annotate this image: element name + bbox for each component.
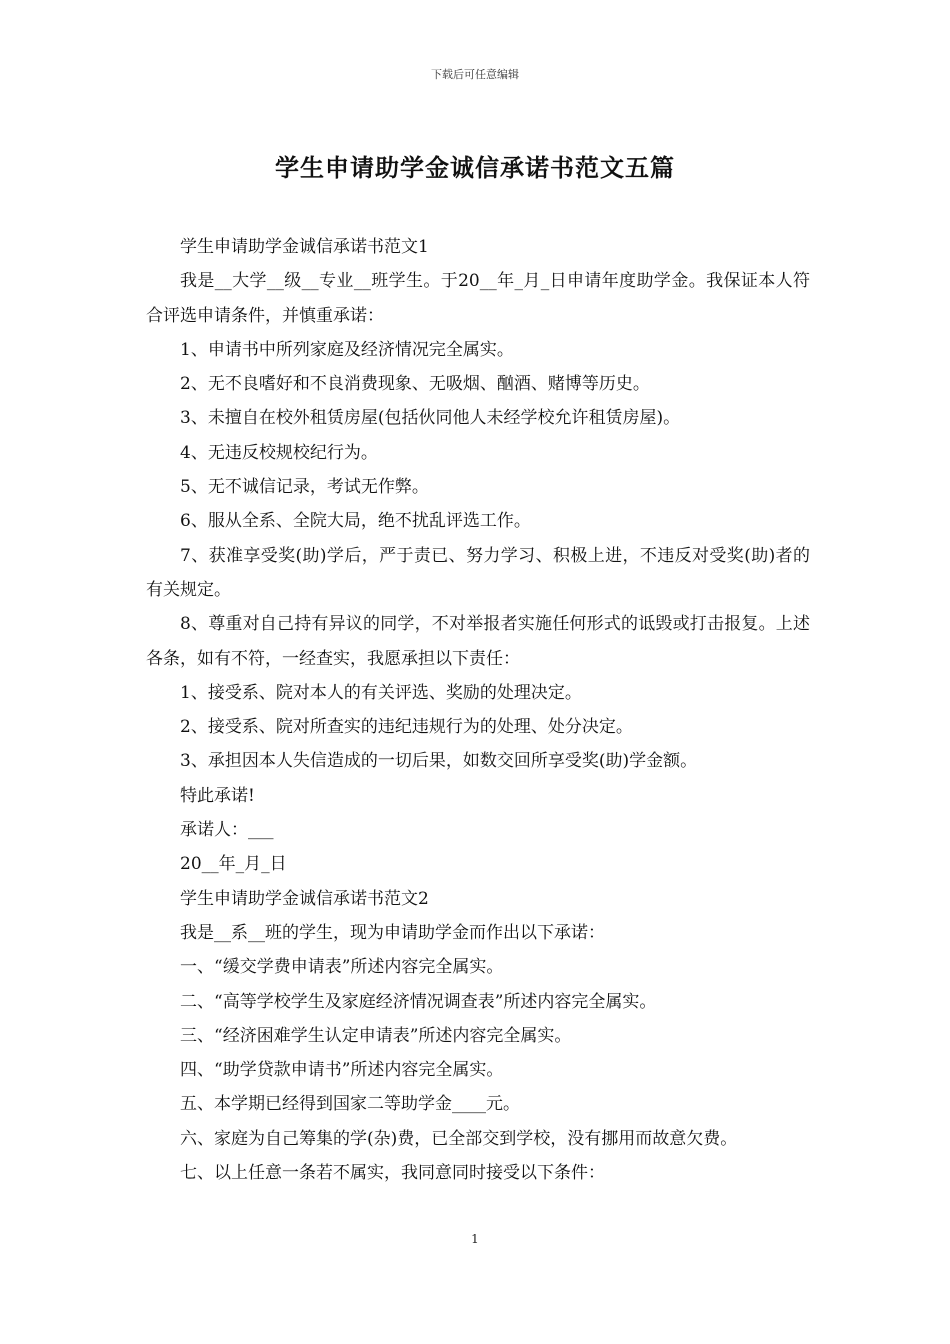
- pledge-item: 3、未擅自在校外租赁房屋(包括伙同他人未经学校允许租赁房屋)。: [180, 408, 681, 429]
- intro-paragraph-1: 我是__大学__级__专业__班学生。于20__年_月_日申请年度助学金。我保证本人符合评选申请条件，并慎重承诺：: [146, 271, 810, 326]
- pledge-item: 1、申请书中所列家庭及经济情况完全属实。: [180, 339, 514, 360]
- pledge-item: 三、“经济困难学生认定申请表”所述内容完全属实。: [180, 1025, 572, 1046]
- pledge-item: 五、本学期已经得到国家二等助学金____元。: [180, 1094, 520, 1115]
- responsibility-item: 1、接受系、院对本人的有关评选、奖励的处理决定。: [180, 682, 582, 703]
- pledge-item: 一、“缓交学费申请表”所述内容完全属实。: [180, 957, 504, 978]
- pledge-item: 四、“助学贷款申请书”所述内容完全属实。: [180, 1060, 504, 1081]
- pledge-item: 六、家庭为自己筹集的学(杂)费，已全部交到学校，没有挪用而故意欠费。: [180, 1128, 738, 1149]
- page-number: 1: [471, 1232, 479, 1246]
- pledge-item: 七、以上任意一条若不属实，我同意同时接受以下条件：: [180, 1163, 605, 1184]
- closing-statement: 特此承诺!: [180, 785, 255, 806]
- pledge-item: 4、无违反校规校纪行为。: [180, 442, 378, 463]
- intro-paragraph-2: 我是__系__班的学生，现为申请助学金而作出以下承诺：: [180, 922, 605, 943]
- pledge-item: 8、尊重对自己持有异议的同学，不对举报者实施任何形式的诋毁或打击报复。上述各条，如有不符，一经查实，我愿承担以下责任：: [146, 614, 810, 669]
- pledge-item: 5、无不诚信记录，考试无作弊。: [180, 477, 429, 498]
- header-note: 下载后可任意编辑: [431, 68, 519, 81]
- section-heading-2: 学生申请助学金诚信承诺书范文2: [180, 888, 429, 909]
- section-heading-1: 学生申请助学金诚信承诺书范文1: [180, 237, 429, 257]
- document-body: [146, 230, 810, 1190]
- date-line: 20__年_月_日: [180, 854, 287, 875]
- pledge-item: 2、无不良嗜好和不良消费现象、无吸烟、酗酒、赌博等历史。: [180, 374, 650, 395]
- pledge-item: 二、“高等学校学生及家庭经济情况调查表”所述内容完全属实。: [180, 991, 657, 1012]
- pledge-item: 6、服从全系、全院大局，绝不扰乱评选工作。: [180, 511, 531, 532]
- responsibility-item: 2、接受系、院对所查实的违纪违规行为的处理、处分决定。: [180, 717, 633, 738]
- responsibility-item: 3、承担因本人失信造成的一切后果，如数交回所享受奖(助)学金额。: [180, 751, 698, 772]
- signatory-line: 承诺人：___: [180, 820, 274, 841]
- document-title: 学生申请助学金诚信承诺书范文五篇: [275, 153, 675, 182]
- pledge-item: 7、获准享受奖(助)学后，严于责已、努力学习、积极上进，不违反对受奖(助)者的有关规定。: [146, 545, 810, 600]
